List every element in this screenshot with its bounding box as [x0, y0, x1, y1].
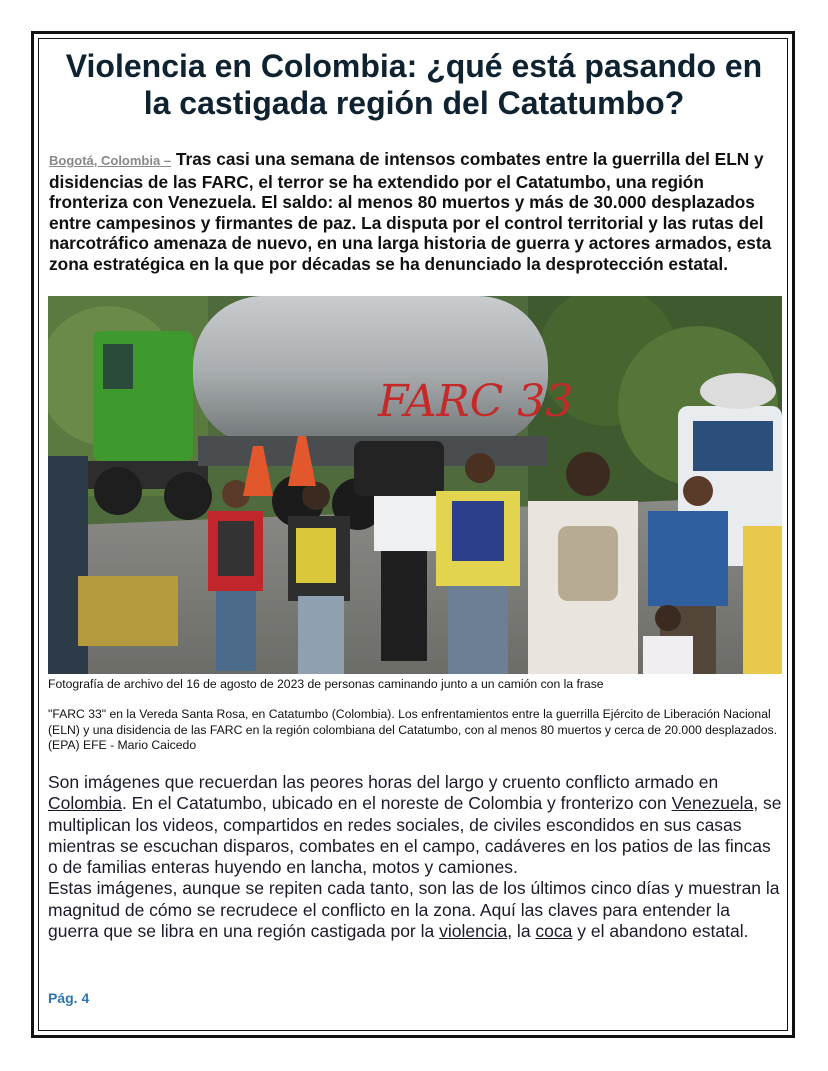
violencia-link[interactable]: violencia: [439, 921, 508, 942]
lead-text: Tras casi una semana de intensos combates entre la guerrilla del ELN y disidencias de las FARC, el terror se ha extendido por el Catatumbo, una región fronteriza con Venezuela. El saldo: al menos 80 muertos y más de 30.000 desplazados entre campesinos y firmantes de paz. La disputa por el control territorial y las rutas del narcotráfico amenaza de nuevo, en una larga historia de guerra y actores armados, esta zona estratégica en la que por décadas se ha denunciado la desprotección estatal.: [49, 149, 772, 274]
body-paragraph-1: [48, 772, 782, 878]
p2-text-1: Estas imágenes, aunque se repiten cada tanto, son las de los últimos cinco días y muestran la magnitud de cómo se recrudece el conflicto en la zona. Aquí las claves para entender la guerra que se libra en una región castigada por la: [48, 878, 780, 942]
venezuela-link[interactable]: Venezuela: [671, 793, 754, 814]
article-lead: [49, 149, 777, 275]
body-paragraph-2: [48, 878, 782, 942]
article-body: [48, 772, 782, 942]
p2-text-2: , la: [507, 921, 536, 942]
page-number: Pág. 4: [48, 990, 90, 1006]
article-photo: [48, 296, 782, 674]
p1-text-3: , se multiplican los videos, compartidos en redes sociales, de civiles escondidos en sus casas mientras se escuchan disparos, combates en el campo, cadáveres en los patios de las fincas o de familias enteras huyendo en lancha, motos y camiones.: [48, 793, 782, 878]
dateline-link[interactable]: Bogotá, Colombia –: [49, 153, 172, 168]
p1-text-2: . En el Catatumbo, ubicado en el noreste de Colombia y fronterizo con: [121, 793, 672, 814]
photo-caption-line2: "FARC 33" en la Vereda Santa Rosa, en Catatumbo (Colombia). Los enfrentamientos entre la guerrilla Ejército de Liberación Nacional (ELN) y una disidencia de las FARC en la región colombiana del Catatumbo, con al menos 80 muertos y cerca de 20.000 desplazados. (EPA) EFE - Mario Caicedo: [48, 707, 777, 752]
p1-text-1: Son imágenes que recuerdan las peores horas del largo y cruento conflicto armado en: [48, 772, 719, 792]
colombia-link[interactable]: Colombia: [48, 793, 122, 814]
p2-text-3: y el abandono estatal.: [572, 921, 749, 942]
photo-caption-line1: Fotografía de archivo del 16 de agosto de 2023 de personas caminando junto a un camión con la frase: [48, 677, 604, 691]
truck-graffiti: FARC 33: [378, 376, 574, 427]
coca-link[interactable]: coca: [535, 921, 573, 942]
article-title: Violencia en Colombia: ¿qué está pasando en la castigada región del Catatumbo?: [65, 48, 763, 121]
